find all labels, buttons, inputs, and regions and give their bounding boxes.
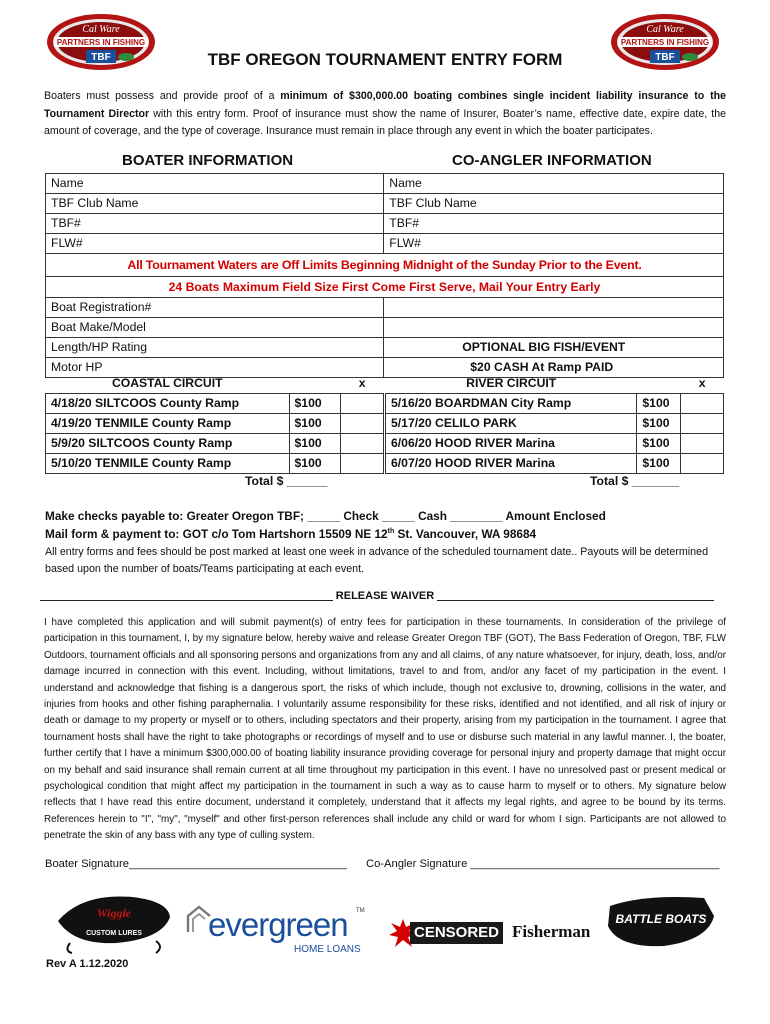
- coastal-x-heading: x: [358, 376, 366, 390]
- coastal-event: 4/18/20 SILTCOOS County Ramp: [46, 394, 290, 414]
- insurance-intro: Boaters must possess and provide proof of a minimum of $300,000.00 boating combines single incident liability insurance to the Tournament Director with this entry form. Proof of insurance must show the name of Insurer, Boater’s name, effective date, expire date, the amount of coverage, and the type of coverage. Insurance must remain in place through any event in which the boater participates.: [44, 90, 726, 138]
- evergreen-wordmark: evergreen: [208, 906, 348, 943]
- mail-form-line: Mail form & payment to: GOT c/o Tom Hartshorn 15509 NE 12th St. Vancouver, WA 98684: [45, 527, 537, 541]
- boater-club-field[interactable]: TBF Club Name: [46, 194, 384, 214]
- river-fee: $100: [637, 414, 681, 434]
- release-waiver-text: I have completed this application and will submit payment(s) of entry fees for participation in these tournaments. In consideration of the privilege of participation in this tournament, I, by my signature below, hereby waive and release Greater Oregon TBF (GOT), The Bass Federation of Oregon, TBF, FLW Outdoors, tournament officials and all sponsoring persons and organizations from any and all claims, of any nature whatsoever, for injury, death, loss, and/or damage incurred in connection with this event. Including, without limitations, travel to and from, and/or any facet of my participation in the event. I understand and acknowledge that fishing is a dangerous sport, the risks of which include, though not exclusive to, drowning, collisions in the water, and injuries from hooks and other fishing paraphernalia. I voluntarily assume responsibility for these risks, identified and not identified, and all risk of injury or death or damage to my property or myself or to others, including spectators and their property, arising from my participation in the tournament. I agree that tournament hosts shall have the right to take photographs or recordings of myself and to use or disburse such material in any lawful manner. I, the boater, further certify that I have a minimum $300,000.00 of boating liability insurance providing coverage for personal injury and property damage that might occur on my behalf and said insurance shall remain current at all time throughout my participation in this event. I have no unresolved past or present medical or psychological condition that might affect my participation in the tournament in such a way as to cause harm to myself or to others. My signature below reflects that I have read this entire document, understand it completely, understand that it affects my legal rights, and agree to be bound by its terms. References herein to "I", "my", "myself" and other first-person references shall include any child or ward for whom I sign. Participants are not allowed to penetrate the skin of any bass with any type of culling system.: [44, 617, 726, 842]
- release-waiver-heading: RELEASE WAIVER: [0, 590, 770, 602]
- river-fee: $100: [637, 434, 681, 454]
- river-select-box[interactable]: [681, 434, 724, 454]
- field-size-notice: 24 Boats Maximum Field Size First Come First Serve, Mail Your Entry Early: [46, 277, 724, 298]
- evergreen-home-loans-logo: [186, 900, 364, 960]
- coastal-event: 4/19/20 TENMILE County Ramp: [46, 414, 290, 434]
- coastal-event: 5/10/20 TENMILE County Ramp: [46, 454, 290, 474]
- fisherman-wordmark: Fisherman: [512, 922, 591, 941]
- coastal-select-box[interactable]: [341, 434, 384, 454]
- entry-info-table: [45, 173, 724, 378]
- boat-registration-field[interactable]: Boat Registration#: [46, 298, 384, 318]
- river-fee: $100: [637, 394, 681, 414]
- river-x-heading: x: [698, 376, 706, 390]
- battle-boats-wordmark: BATTLE BOATS: [615, 912, 707, 926]
- big-fish-line2: $20 CASH At Ramp PAID: [384, 358, 724, 378]
- river-select-box[interactable]: [681, 454, 724, 474]
- boater-flw-field[interactable]: FLW#: [46, 234, 384, 254]
- censored-wordmark: CENSORED: [410, 922, 503, 944]
- river-select-box[interactable]: [681, 414, 724, 434]
- checks-payable-line: Make checks payable to: Greater Oregon TBF; _____ Check _____ Cash ________ Amount Enclosed: [45, 509, 606, 523]
- home-loans-text: HOME LOANS: [294, 944, 361, 955]
- river-fee: $100: [637, 454, 681, 474]
- svg-text:Cal Ware: Cal Ware: [646, 24, 684, 35]
- custom-lures-logo: [52, 887, 176, 957]
- coangler-tbf-field[interactable]: TBF#: [384, 214, 724, 234]
- river-circuit-heading: RIVER CIRCUIT: [466, 376, 557, 390]
- censored-fisherman-logo: [388, 917, 594, 951]
- river-select-box[interactable]: [681, 394, 724, 414]
- svg-text:Cal Ware: Cal Ware: [82, 24, 120, 35]
- off-limits-notice: All Tournament Waters are Off Limits Beginning Midnight of the Sunday Prior to the Event.: [46, 254, 724, 277]
- coastal-fee: $100: [289, 454, 341, 474]
- boat-make-model-right[interactable]: [384, 318, 724, 338]
- coastal-select-box[interactable]: [341, 414, 384, 434]
- coastal-circuit-heading: COASTAL CIRCUIT: [111, 376, 223, 390]
- boater-information-heading: BOATER INFORMATION: [122, 152, 294, 169]
- boater-name-field[interactable]: Name: [46, 174, 384, 194]
- deadline-note: All entry forms and fees should be post marked at least one week in advance of the scheduled tournament date.. Payouts will be determined based upon the number of boats/Teams participating at each event.: [45, 546, 709, 575]
- form-title: TBF OREGON TOURNAMENT ENTRY FORM: [207, 50, 563, 69]
- boater-signature-line[interactable]: Boater Signature___________________________________: [45, 858, 347, 870]
- river-event: 5/17/20 CELILO PARK: [386, 414, 637, 434]
- svg-text:TBF: TBF: [91, 52, 111, 63]
- coangler-information-heading: CO-ANGLER INFORMATION: [452, 152, 652, 169]
- coastal-select-box[interactable]: [341, 394, 384, 414]
- coangler-signature-line[interactable]: Co-Angler Signature ________________________________________: [366, 858, 720, 870]
- svg-text:CUSTOM LURES: CUSTOM LURES: [86, 930, 142, 937]
- boater-tbf-field[interactable]: TBF#: [46, 214, 384, 234]
- motor-hp-field[interactable]: Motor HP: [46, 358, 384, 378]
- svg-text:Wiggle: Wiggle: [96, 906, 132, 920]
- svg-text:TBF: TBF: [655, 52, 675, 63]
- river-total[interactable]: Total $ _______: [590, 474, 680, 488]
- length-hp-field[interactable]: Length/HP Rating: [46, 338, 384, 358]
- coastal-total[interactable]: Total $ ______: [245, 474, 328, 488]
- revision-label: Rev A 1.12.2020: [46, 958, 129, 970]
- river-event: 6/07/20 HOOD RIVER Marina: [386, 454, 637, 474]
- coangler-flw-field[interactable]: FLW#: [384, 234, 724, 254]
- boat-make-model-field[interactable]: Boat Make/Model: [46, 318, 384, 338]
- trademark-mark: TM: [356, 908, 365, 914]
- river-event: 5/16/20 BOARDMAN City Ramp: [386, 394, 637, 414]
- boat-registration-right[interactable]: [384, 298, 724, 318]
- coangler-club-field[interactable]: TBF Club Name: [384, 194, 724, 214]
- big-fish-line1: OPTIONAL BIG FISH/EVENT: [384, 338, 724, 358]
- battle-boats-logo: [604, 892, 718, 950]
- coastal-fee: $100: [289, 414, 341, 434]
- coastal-fee: $100: [289, 434, 341, 454]
- river-circuit-table: [385, 374, 724, 474]
- river-event: 6/06/20 HOOD RIVER Marina: [386, 434, 637, 454]
- coangler-name-field[interactable]: Name: [384, 174, 724, 194]
- coastal-select-box[interactable]: [341, 454, 384, 474]
- svg-text:PARTNERS IN FISHING: PARTNERS IN FISHING: [620, 38, 710, 47]
- svg-text:PARTNERS IN FISHING: PARTNERS IN FISHING: [56, 38, 146, 47]
- coastal-circuit-table: [45, 374, 384, 474]
- coastal-fee: $100: [289, 394, 341, 414]
- coastal-event: 5/9/20 SILTCOOS County Ramp: [46, 434, 290, 454]
